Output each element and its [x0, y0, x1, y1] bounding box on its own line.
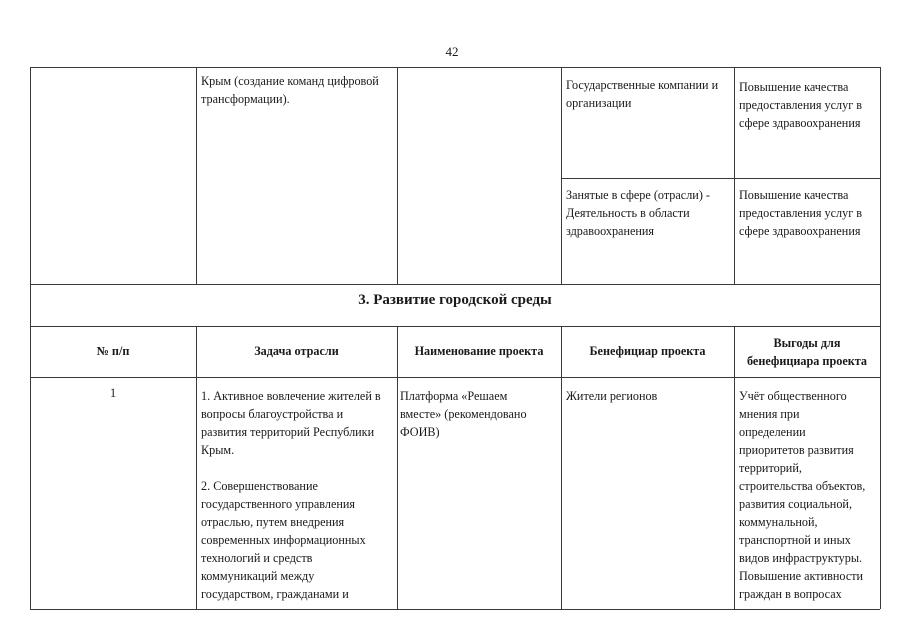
column-divider: [196, 67, 197, 284]
column-divider: [30, 326, 31, 609]
beneficiary-cell: Занятые в сфере (отрасли) - Деятельность в области здравоохранения: [566, 188, 710, 238]
column-divider: [880, 326, 881, 609]
benefit-cell: Учёт общественного мнения при определении приоритетов развития территорий, строительства объектов, развития социальной, коммунальной, транспортной и иных видов инфраструктуры. Повышение активности граждан в вопросах: [739, 389, 866, 601]
row-number: 1: [109, 386, 117, 400]
column-divider: [561, 326, 562, 609]
column-divider: [30, 67, 31, 284]
row-divider: [30, 284, 880, 285]
benefit-cell: Повышение качества предоставления услуг в сфере здравоохранения: [739, 80, 863, 130]
header-num: № п/п: [96, 344, 130, 358]
column-divider: [561, 67, 562, 284]
column-divider: [196, 326, 197, 609]
row-divider: [561, 178, 880, 179]
task-cell-continued: Крым (создание команд цифровой трансформации).: [201, 74, 379, 106]
header-project: Наименование проекта: [414, 344, 544, 358]
beneficiary-cell: Жители регионов: [566, 389, 658, 403]
section-title: 3. Развитие городской среды: [358, 292, 552, 308]
benefit-cell: Повышение качества предоставления услуг в сфере здравоохранения: [739, 188, 863, 238]
column-divider: [880, 284, 881, 326]
column-divider: [397, 67, 398, 284]
column-divider: [880, 67, 881, 284]
row-divider: [30, 377, 880, 378]
header-beneficiary: Бенефициар проекта: [589, 344, 706, 358]
row-divider: [30, 326, 880, 327]
table-border-top: [30, 67, 880, 68]
column-divider: [397, 326, 398, 609]
header-benefit: Выгоды для бенефициара проекта: [747, 336, 867, 368]
project-cell: Платформа «Решаем вместе» (рекомендовано ФОИВ): [400, 389, 527, 439]
beneficiary-cell: Государственные компании и организации: [566, 78, 719, 110]
header-task: Задача отрасли: [254, 344, 339, 358]
column-divider: [734, 67, 735, 284]
task-cell: 1. Активное вовлечение жителей в вопросы благоустройства и развития территорий Республики Крым. 2. Совершенствование государственного управления отраслью, путем внедрения современных информационных технологий и средств коммуникаций между государством, гражданами и: [201, 389, 381, 601]
page-number: 42: [445, 44, 459, 59]
table-border-bottom: [30, 609, 880, 610]
